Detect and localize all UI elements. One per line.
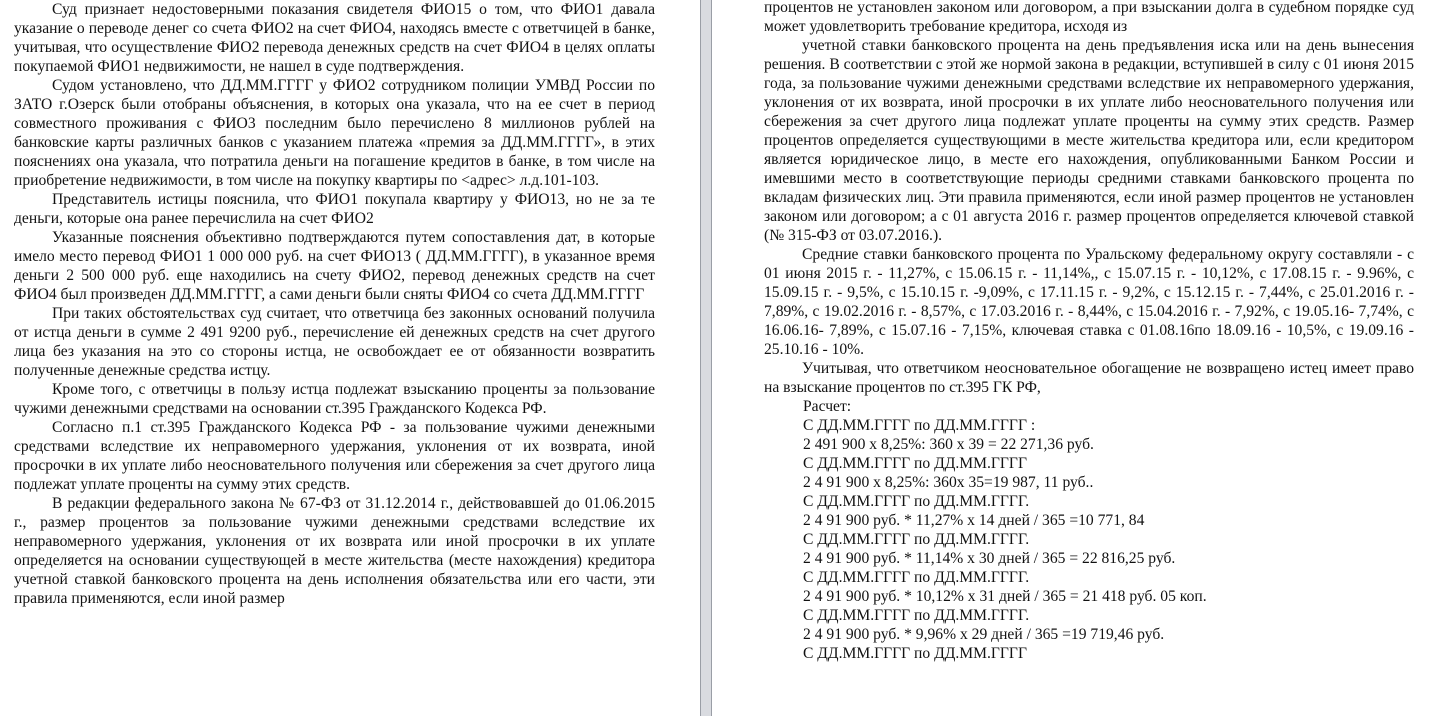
calc-line: С ДД.ММ.ГГГГ по ДД.ММ.ГГГГ. xyxy=(803,493,1030,510)
right-page xyxy=(712,0,1431,716)
left-page xyxy=(0,0,700,716)
calc-line: 2 4 91 900 руб. * 11,14% х 30 дней / 365 = 22 816,25 руб. xyxy=(803,550,1176,567)
paragraph: Средние ставки банковского процента по Уральскому федеральному округу составляли - с 01 июня 2015 г. - 11,27%, с 15.06.15 г. - 11,14%,, с 15.07.15 г. - 10,12%, с 17.08.15 г. - 9.96%, с 15.09.15 г. - 9,5%, с 15.10.15 г. -9,09%, с 17.11.15 г. - 9,2%, с 15.12.15 г. - 7,44%, с 25.01.2016 г. - 7,89%, с 19.02.2016 г. - 8,57%, с 17.03.2016 г. - 8,44%, с 15.04.2016 г. - 7,92%, с 19.05.16- 7,74%, с 16.06.16- 7,89%, с 15.07.16 - 7,15%, ключевая ставка с 01.08.16по 18.09.16 - 10,5%, с 19.09.16 - 25.10.16 - 10%. xyxy=(764,246,1414,358)
paragraph: Судом установлено, что ДД.ММ.ГГГГ у ФИО2 сотрудником полиции УМВД России по ЗАТО г.Озерск были отобраны объяснения, в которых она указала, что на ее счет в период совместного проживания с ФИО3 последним было перечислено 8 миллионов рублей на банковские карты различных банков с указанием платежа «премия за ДД.ММ.ГГГГ», в этих пояснениях она указала, что потратила деньги на погашение кредитов в банке, в том числе на приобретение недвижимости, в том числе на покупку квартиры по <адрес> л.д.101-103. xyxy=(14,77,655,189)
calc-line: С ДД.ММ.ГГГГ по ДД.ММ.ГГГГ. xyxy=(803,607,1030,624)
calc-line: 2 4 91 900 руб. * 9,96% х 29 дней / 365 =19 719,46 руб. xyxy=(803,626,1165,643)
left-page-text xyxy=(14,0,655,608)
calc-line: Расчет: xyxy=(803,398,852,415)
calc-line: С ДД.ММ.ГГГГ по ДД.ММ.ГГГГ xyxy=(803,455,1027,472)
calc-line: 2 4 91 900 х 8,25%: 360х 35=19 987, 11 руб.. xyxy=(803,474,1094,491)
paragraph: учетной ставки банковского процента на день предъявления иска или на день вынесения решения. В соответствии с этой же нормой закона в редакции, вступившей в силу с 01 июня 2015 года, за пользование чужими денежными средствами вследствие их неправомерного удержания, уклонения от их возврата, иной просрочки в их уплате либо неосновательного получения или сбережения за счет другого лица подлежат уплате проценты на сумму этих средств. Размер процентов определяется существующими в месте жительства кредитора или, если кредитором является юридическое лицо, в месте его нахождения, опубликованными Банком России и имевшими место в соответствующие периоды средними ставками банковского процента по вкладам физических лиц. Эти правила применяются, если иной размер процентов не установлен законом или договором; а с 01 августа 2016 г. размер процентов определяется ключевой ставкой (№ 315-ФЗ от 03.07.2016.). xyxy=(764,37,1414,244)
page-divider xyxy=(700,0,712,716)
paragraph: При таких обстоятельствах суд считает, что ответчица без законных оснований получила от истца деньги в сумме 2 491 9200 руб., перечисление ей денежных средств на счет другого лица без указания на это со стороны истца, не освобождает ее от обязанности возвратить полученные денежные средства истцу. xyxy=(14,305,655,379)
continuation-line: процентов не установлен законом или договором, а при взыскании долга в судебном порядке суд может удовлетворить требование кредитора, исходя из xyxy=(764,0,1414,35)
calc-line: С ДД.ММ.ГГГГ по ДД.ММ.ГГГГ. xyxy=(803,569,1030,586)
calc-line: 2 491 900 х 8,25%: 360 х 39 = 22 271,36 руб. xyxy=(803,436,1094,453)
calc-line: С ДД.ММ.ГГГГ по ДД.ММ.ГГГГ : xyxy=(803,417,1036,434)
paragraph: Согласно п.1 ст.395 Гражданского Кодекса РФ - за пользование чужими денежными средствами вследствие их неправомерного удержания, уклонения от их возврата, иной просрочки в их уплате либо неосновательного получения или сбережения за счет другого лица подлежат уплате проценты на сумму этих средств. xyxy=(14,419,655,493)
paragraph: Учитывая, что ответчиком неосновательное обогащение не возвращено истец имеет право на взыскание процентов по ст.395 ГК РФ, xyxy=(764,360,1414,396)
calc-line: С ДД.ММ.ГГГГ по ДД.ММ.ГГГГ. xyxy=(803,531,1030,548)
paragraph: Представитель истицы пояснила, что ФИО1 покупала квартиру у ФИО13, но не за те деньги, которые она ранее перечислила на счет ФИО2 xyxy=(14,191,655,227)
paragraph: Кроме того, с ответчицы в пользу истца подлежат взысканию проценты за пользование чужими денежными средствами на основании ст.395 Гражданского Кодекса РФ. xyxy=(14,381,655,417)
paragraph: Суд признает недостоверными показания свидетеля ФИО15 о том, что ФИО1 давала указание о переводе денег со счета ФИО2 на счет ФИО4, находясь вместе с ответчицей в банке, учитывая, что осуществление ФИО2 перевода денежных средств на счет ФИО4 в целях оплаты покупаемой ФИО1 недвижимости, не нашел в суде подтверждения. xyxy=(14,1,655,75)
calc-line: 2 4 91 900 руб. * 10,12% х 31 дней / 365 = 21 418 руб. 05 коп. xyxy=(803,588,1207,605)
paragraph: В редакции федерального закона № 67-ФЗ от 31.12.2014 г., действовавшей до 01.06.2015 г., размер процентов за пользование чужими денежными средствами вследствие их неправомерного удержания, уклонения от их возврата или иной просрочки в их уплате определяется на основании существующей в месте жительства (месте нахождения) кредитора учетной ставкой банковского процента на день исполнения обязательства или его части, эти правила применяются, если иной размер xyxy=(14,495,655,607)
calc-line: 2 4 91 900 руб. * 11,27% х 14 дней / 365 =10 771, 84 xyxy=(803,512,1145,529)
calc-line: С ДД.ММ.ГГГГ по ДД.ММ.ГГГГ xyxy=(803,645,1027,662)
right-page-text xyxy=(764,0,1414,663)
paragraph: Указанные пояснения объективно подтверждаются путем сопоставления дат, в которые имело место перевод ФИО1 1 000 000 руб. на счет ФИО13 ( ДД.ММ.ГГГГ), в указанное время деньги 2 500 000 руб. еще находились на счету ФИО2, перевод денежных средств на счет ФИО4 был произведен ДД.ММ.ГГГГ, а сами деньги были сняты ФИО4 со счета ДД.ММ.ГГГГ xyxy=(14,229,655,303)
